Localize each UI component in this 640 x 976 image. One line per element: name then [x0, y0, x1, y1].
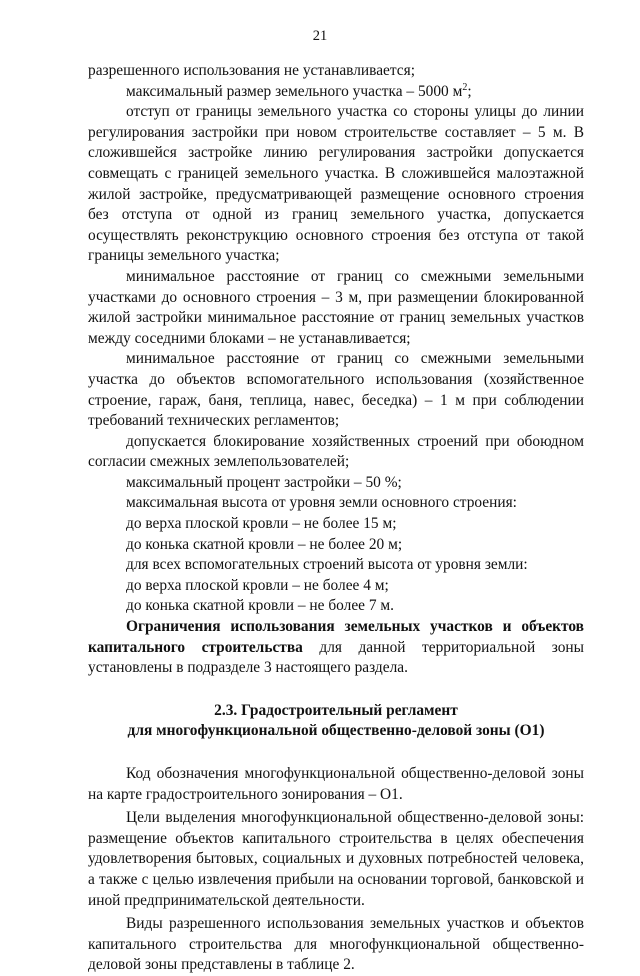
paragraph-min-distance-auxiliary: минимальное расстояние от границ со смежными земельными участка до объектов вспомогательного использования (хозяйственное строение, гараж, баня, теплица, навес, беседка) – 1 м при соблюдении требований технических регламентов;: [88, 350, 584, 430]
paragraph-setback: отступ от границы земельного участка со стороны улицы до линии регулирования застройки при новом строительстве составляет – 5 м. В сложившейся застройке линию регулирования застройки допускается совмещать с границей земельного участка. В сложившейся малоэтажной жилой застройке, предусматривающей размещение основного строения без отступа от одной из границ земельного участка, допускается осуществлять реконструкцию основного строения без отступа от такой границы земельного участка;: [88, 103, 584, 265]
paragraph-blocking: допускается блокирование хозяйственных строений при обоюдном согласии смежных землепользователей;: [88, 432, 584, 471]
paragraph-restrictions: [88, 617, 584, 679]
paragraph-max-plot-size: [88, 82, 584, 103]
section-heading-line: 2.3. Градостроительный регламент: [214, 701, 458, 719]
paragraph-text: для данной территориальной зоны установлены в подразделе 3 настоящего раздела.: [88, 638, 584, 677]
paragraph-text: максимальный размер земельного участка – 5000 м: [126, 82, 463, 100]
section-heading-line: для многофункциональной общественно-деловой зоны (О1): [127, 722, 545, 740]
section-heading: [88, 701, 584, 742]
superscript: 2: [462, 81, 468, 93]
paragraph-max-coverage: максимальный процент застройки – 50 %;: [126, 473, 402, 491]
paragraph-zone-goals: Цели выделения многофункциональной общественно-деловой зоны: размещение объектов капитального строительства в целях обеспечения удовлетворения бытовых, социальных и духовных потребностей человека, а также с целью извлечения прибыли на основании торговой, банковской и иной предпринимательской деятельности.: [88, 809, 584, 909]
paragraph-flat-roof: до верха плоской кровли – не более 15 м;: [126, 515, 397, 533]
paragraph-zone-code: Код обозначения многофункциональной общественно-деловой зоны на карте градостроительного зонирования – О1.: [88, 765, 584, 803]
paragraph: разрешенного использования не устанавливается;: [88, 62, 415, 79]
bold-text: Ограничения использования земельных участков и объектов капитального строительства: [88, 618, 584, 656]
paragraph-text: ;: [467, 82, 472, 100]
paragraph-pitched-roof: до конька скатной кровли – не более 20 м;: [126, 535, 403, 553]
page-number: 21: [312, 28, 328, 44]
paragraph-permitted-uses: Виды разрешенного использования земельных участков и объектов капитального строительства для многофункциональной общественно-деловой зоны представлены в таблице 2.: [88, 915, 584, 974]
paragraph-auxiliary-height: для всех вспомогательных строений высота от уровня земли:: [126, 556, 528, 574]
paragraph-max-height: максимальная высота от уровня земли основного строения:: [126, 494, 517, 512]
paragraph-aux-pitched-roof: до конька скатной кровли – не более 7 м.: [126, 597, 394, 615]
document-body: [88, 61, 584, 976]
paragraph-min-distance-main: минимальное расстояние от границ со смежными земельными участками до основного строения – 3 м, при размещении блокированной жилой застройки минимальное расстояние от границ земельных участков между соседними блоками – не устанавливается;: [88, 267, 584, 347]
paragraph-aux-flat-roof: до верха плоской кровли – не более 4 м;: [126, 576, 389, 594]
